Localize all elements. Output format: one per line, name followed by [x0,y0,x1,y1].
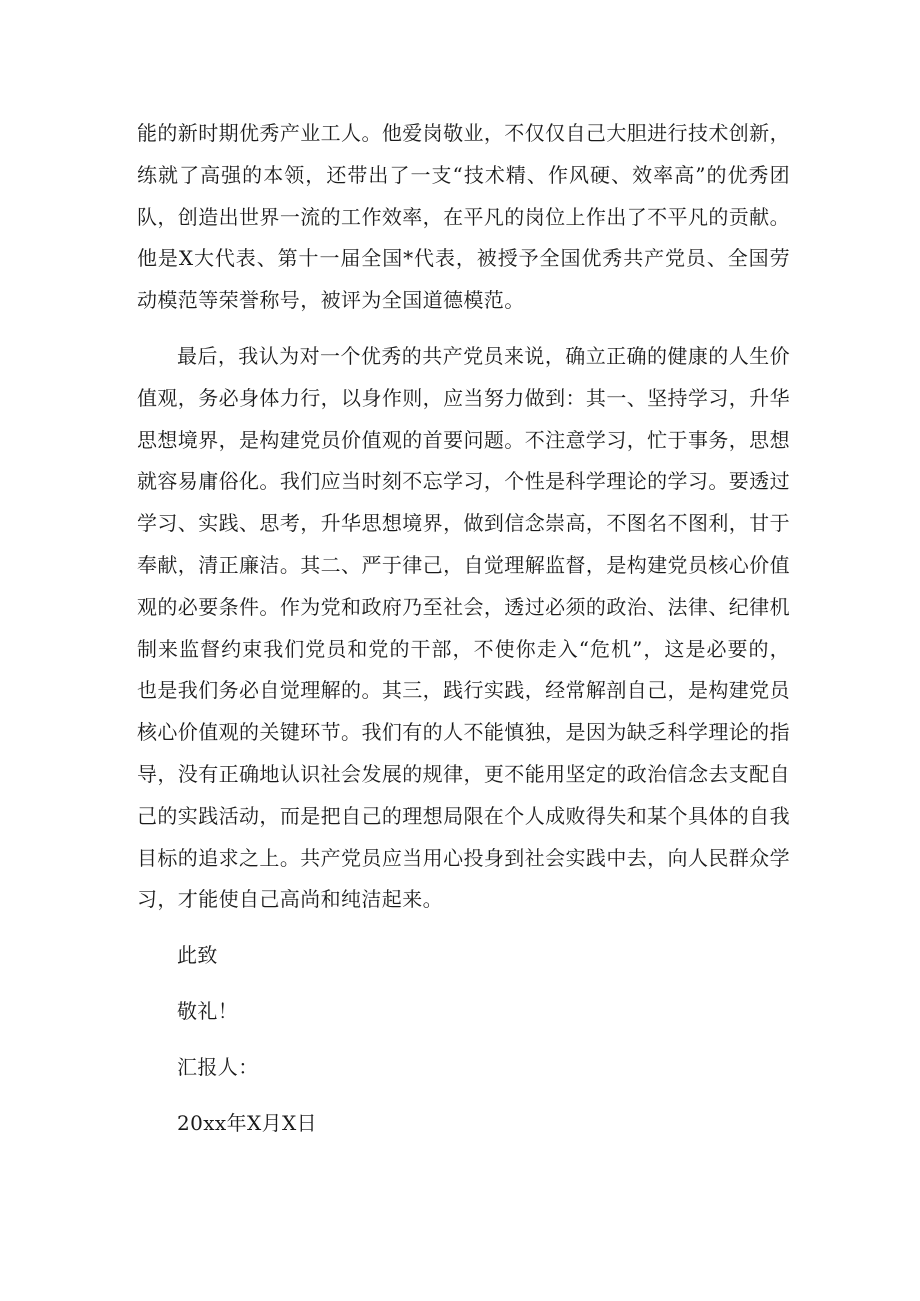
report-date: 20xx年X月X日 [177,1110,318,1135]
document-body [137,113,790,1144]
reporter-label: 汇报人： [177,1054,259,1079]
paragraph-continued: 能的新时期优秀产业工人。他爱岗敬业，不仅仅自己大胆进行技术创新，练就了高强的本领，还带出了一支“技术精、作风硬、效率高”的优秀团队，创造出世界一流的工作效率，在平凡的岗位上作出了不平凡的贡献。他是X大代表、第十一届全国*代表，被授予全国优秀共产党员、全国劳动模范等荣誉称号，被评为全国道德模范。 [137,121,790,313]
closing-regards: 敬礼！ [177,998,239,1023]
paragraph-conclusion: 最后，我认为对一个优秀的共产党员来说，确立正确的健康的人生价值观，务必身体力行，以身作则，应当努力做到：其一、坚持学习，升华思想境界，是构建党员价值观的首要问题。不注意学习，忙于事务，思想就容易庸俗化。我们应当时刻不忘学习，个性是科学理论的学习。要透过学习、实践、思考，升华思想境界，做到信念崇高，不图名不图利，甘于奉献，清正廉洁。其二、严于律己，自觉理解监督，是构建党员核心价值观的必要条件。作为党和政府乃至社会，透过必须的政治、法律、纪律机制来监督约束我们党员和党的干部，不使你走入“危机”，这是必要的，也是我们务必自觉理解的。其三，践行实践，经常解剖自己，是构建党员核心价值观的关键环节。我们有的人不能慎独，是因为缺乏科学理论的指导，没有正确地认识社会发展的规律，更不能用坚定的政治信念去支配自己的实践活动，而是把自己的理想局限在个人成败得失和某个具体的自我目标的追求之上。共产党员应当用心投身到社会实践中去，向人民群众学习，才能使自己高尚和纯洁起来。 [137,343,790,912]
closing-salutation: 此致 [177,943,218,968]
